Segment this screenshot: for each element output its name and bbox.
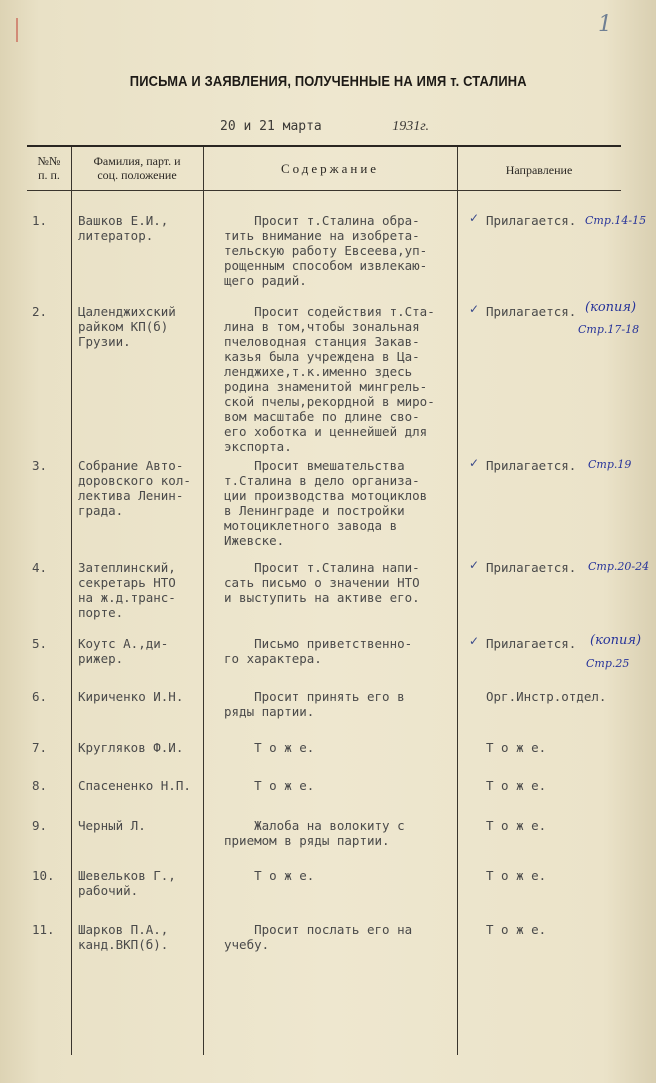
row-number: 7.	[32, 740, 48, 755]
row-content: Т о ж е.	[224, 778, 315, 793]
handwritten-page-ref: Стр.17-18	[578, 323, 640, 336]
row-direction: Т о ж е.	[486, 778, 547, 793]
row-direction: Прилагается.	[486, 304, 577, 319]
header-num: №№ п. п.	[37, 154, 61, 182]
row-name: Шарков П.А., канд.ВКП(б).	[78, 922, 169, 952]
row-number: 11.	[32, 922, 55, 937]
row-number: 2.	[32, 304, 48, 319]
row-name: Собрание Авто- доровского кол- лектива Ленин- града.	[78, 458, 191, 518]
row-number: 3.	[32, 458, 48, 473]
row-content: Просит послать его на учебу.	[224, 922, 413, 952]
row-content: Просит содействия т.Ста- лина в том,чтобы зональная пчеловодная станция Закав- казья была учреждена в Ца- ленджихе,т.к.именно здесь родина знаменитой мингрель- ской пчелы,рекордной в миро- вом масштабе по длине сво- его хоботка и ценнейшей для экспорта.	[224, 304, 435, 454]
row-number: 9.	[32, 818, 48, 833]
table-top-rule	[27, 145, 621, 147]
handwritten-page-ref: (копия)	[590, 633, 642, 648]
column-divider	[71, 147, 72, 1055]
row-name: Затеплинский, секретарь НТО на ж.д.транс- порте.	[78, 560, 176, 620]
handwritten-page-ref: Стр.19	[588, 458, 632, 471]
row-name: Кругляков Ф.И.	[78, 740, 184, 755]
row-content: Просит вмешательства т.Сталина в дело организа- ции производства мотоциклов в Ленинграде и постройки мотоциклетного завода в Ижевске.	[224, 458, 428, 548]
handwritten-page-ref: Стр.20-24	[588, 560, 650, 573]
handwritten-page-ref: Стр.25	[586, 657, 630, 670]
row-direction: Прилагается.	[486, 560, 577, 575]
row-number: 8.	[32, 778, 48, 793]
row-name: Черный Л.	[78, 818, 146, 833]
row-content: Письмо приветственно- го характера.	[224, 636, 413, 666]
column-divider	[203, 147, 204, 1055]
row-name: Спасененко Н.П.	[78, 778, 191, 793]
row-name: Цаленджихский райком КП(б) Грузии.	[78, 304, 176, 349]
row-direction: Т о ж е.	[486, 818, 547, 833]
handwritten-page-ref: (копия)	[585, 300, 637, 315]
row-content: Т о ж е.	[224, 868, 315, 883]
checkmark-icon: ✓	[469, 558, 480, 572]
row-name: Кириченко И.Н.	[78, 689, 184, 704]
checkmark-icon: ✓	[469, 634, 480, 648]
row-content: Т о ж е.	[224, 740, 315, 755]
row-name: Вашков Е.И., литератор.	[78, 213, 169, 243]
row-name: Коутс А.,ди- рижер.	[78, 636, 169, 666]
row-number: 6.	[32, 689, 48, 704]
row-direction: Орг.Инстр.отдел.	[486, 689, 607, 704]
row-content: Просит т.Сталина напи- сать письмо о значении НТО и выступить на активе его.	[224, 560, 420, 605]
date-line	[220, 119, 429, 135]
red-margin-mark	[16, 18, 18, 42]
row-direction: Т о ж е.	[486, 922, 547, 937]
header-direction: Направление	[505, 163, 573, 177]
checkmark-icon: ✓	[469, 302, 480, 316]
table-header-rule	[27, 190, 621, 191]
date-days: 20 и 21 марта	[220, 119, 322, 134]
row-direction: Прилагается.	[486, 636, 577, 651]
header-content: Содержание	[280, 161, 380, 176]
handwritten-page-ref: Стр.14-15	[585, 214, 647, 227]
page-number: 1	[598, 12, 612, 37]
date-suffix: г.	[420, 119, 429, 134]
column-divider	[457, 147, 458, 1055]
row-number: 1.	[32, 213, 48, 228]
page-title: ПИСЬМА И ЗАЯВЛЕНИЯ, ПОЛУЧЕННЫЕ НА ИМЯ т. СТАЛИНА	[129, 73, 527, 90]
row-name: Шевельков Г., рабочий.	[78, 868, 176, 898]
row-number: 5.	[32, 636, 48, 651]
row-number: 4.	[32, 560, 48, 575]
checkmark-icon: ✓	[469, 456, 480, 470]
date-year: 1931	[392, 119, 421, 134]
row-content: Жалоба на волокиту с приемом в ряды партии.	[224, 818, 405, 848]
row-direction: Прилагается.	[486, 458, 577, 473]
row-number: 10.	[32, 868, 55, 883]
header-name: Фамилия, парт. и соц. положение	[93, 154, 181, 182]
row-direction: Прилагается.	[486, 213, 577, 228]
row-direction: Т о ж е.	[486, 868, 547, 883]
checkmark-icon: ✓	[469, 211, 480, 225]
row-content: Просит принять его в ряды партии.	[224, 689, 405, 719]
row-direction: Т о ж е.	[486, 740, 547, 755]
row-content: Просит т.Сталина обра- тить внимание на изобрета- тельскую работу Евсеева,уп- рощенным способом извлекаю- щего радий.	[224, 213, 428, 288]
